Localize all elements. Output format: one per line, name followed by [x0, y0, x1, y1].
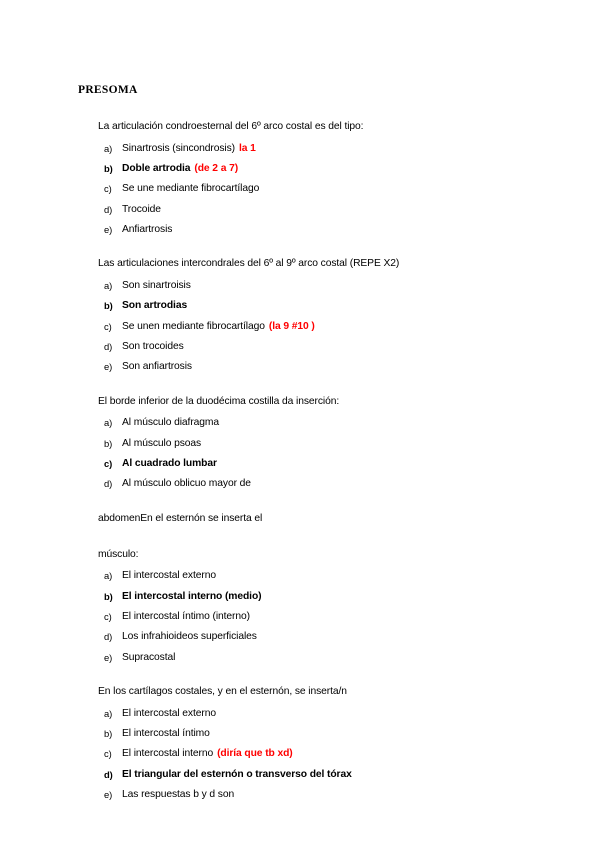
answer-option[interactable]: [78, 612, 560, 622]
option-marker: e): [104, 651, 113, 663]
question-block-5: [78, 685, 560, 800]
answer-option[interactable]: [78, 770, 560, 780]
option-annotation: (la 9 #10 ): [268, 320, 315, 332]
answer-option[interactable]: [78, 592, 560, 602]
answer-option[interactable]: [78, 653, 560, 663]
answer-option[interactable]: [78, 729, 560, 739]
option-marker: d): [104, 340, 113, 352]
answer-option[interactable]: [78, 459, 560, 469]
question-block-4: [78, 512, 560, 663]
option-marker: d): [104, 768, 113, 780]
option-marker: c): [104, 458, 113, 470]
option-text: Son trocoides: [122, 340, 184, 352]
option-text: Al músculo diafragma: [122, 417, 220, 429]
option-text: Se une mediante fibrocartílago: [122, 183, 260, 195]
option-marker: a): [104, 570, 113, 582]
answer-option[interactable]: [78, 342, 560, 352]
option-text: El intercostal interno: [122, 748, 214, 760]
answer-option[interactable]: [78, 144, 560, 154]
option-marker: b): [104, 728, 113, 740]
option-text: El triangular del esternón o transverso del tórax: [122, 768, 352, 780]
option-text: Se unen mediante fibrocartílago: [122, 320, 265, 332]
question-stem-line-2: músculo:: [98, 548, 139, 560]
option-text: El intercostal externo: [122, 570, 216, 582]
question-stem: En los cartílagos costales, y en el esternón, se inserta/n: [98, 685, 347, 697]
question-stem: La articulación condroesternal del 6º arco costal es del tipo:: [98, 120, 364, 132]
answer-option[interactable]: [78, 479, 560, 489]
option-annotation: (diría que tb xd): [217, 748, 293, 760]
answer-option[interactable]: [78, 184, 560, 194]
option-marker: b): [104, 162, 113, 174]
answer-option[interactable]: [78, 632, 560, 642]
option-text: El intercostal íntimo: [122, 728, 210, 740]
question-stem-line-1: abdomenEn el esternón se inserta el: [98, 512, 263, 524]
question-block-2: [78, 257, 560, 372]
answer-option[interactable]: [78, 571, 560, 581]
answer-option[interactable]: [78, 301, 560, 311]
option-marker: b): [104, 300, 113, 312]
option-text: Son anfiartrosis: [122, 361, 192, 373]
option-text: Sinartrosis (sincondrosis): [122, 142, 235, 154]
option-text: Son artrodias: [122, 300, 188, 312]
answer-option[interactable]: [78, 225, 560, 235]
option-text: Anfiartrosis: [122, 223, 173, 235]
answer-option[interactable]: [78, 709, 560, 719]
option-text: Los infrahioideos superficiales: [122, 631, 257, 643]
option-text: El intercostal externo: [122, 707, 216, 719]
option-annotation: la 1: [239, 142, 256, 154]
option-text: Al músculo oblicuo mayor de: [122, 478, 251, 490]
answer-option[interactable]: [78, 749, 560, 759]
answer-option[interactable]: [78, 418, 560, 428]
answer-option-list: [78, 144, 560, 235]
answer-option-list: [78, 709, 560, 800]
option-text: Al músculo psoas: [122, 437, 202, 449]
answer-option-list: [78, 571, 560, 662]
option-marker: e): [104, 361, 113, 373]
option-text: El intercostal interno (medio): [122, 590, 262, 602]
page-title: PRESOMA: [78, 84, 138, 96]
option-text: Son sinartroisis: [122, 280, 191, 292]
option-marker: e): [104, 788, 113, 800]
option-text: Doble artrodia: [122, 162, 191, 174]
option-marker: d): [104, 203, 113, 215]
answer-option[interactable]: [78, 164, 560, 174]
option-text: Trocoide: [122, 203, 161, 215]
option-marker: c): [104, 748, 112, 760]
option-marker: a): [104, 417, 113, 429]
option-text: Al cuadrado lumbar: [122, 458, 217, 470]
answer-option[interactable]: [78, 322, 560, 332]
option-marker: a): [104, 142, 113, 154]
option-marker: c): [104, 183, 112, 195]
option-text: Las respuestas b y d son: [122, 788, 235, 800]
answer-option[interactable]: [78, 281, 560, 291]
answer-option[interactable]: [78, 790, 560, 800]
option-text: Supracostal: [122, 651, 176, 663]
option-marker: e): [104, 223, 113, 235]
answer-option-list: [78, 281, 560, 372]
question-block-1: [78, 120, 560, 235]
question-block-3: [78, 395, 560, 490]
question-stem: Las articulaciones intercondrales del 6º al 9º arco costal (REPE X2): [98, 258, 400, 270]
answer-option[interactable]: [78, 439, 560, 449]
answer-option[interactable]: [78, 205, 560, 215]
option-marker: a): [104, 707, 113, 719]
question-stem: El borde inferior de la duodécima costilla da inserción:: [98, 395, 340, 407]
option-marker: b): [104, 437, 113, 449]
option-marker: a): [104, 280, 113, 292]
answer-option-list: [78, 418, 560, 489]
answer-option[interactable]: [78, 362, 560, 372]
option-marker: d): [104, 631, 113, 643]
option-marker: d): [104, 478, 113, 490]
option-marker: c): [104, 611, 112, 622]
option-marker: c): [104, 320, 112, 332]
option-text: El intercostal íntimo (interno): [122, 611, 250, 622]
option-annotation: (de 2 a 7): [194, 162, 239, 174]
option-marker: b): [104, 590, 113, 602]
